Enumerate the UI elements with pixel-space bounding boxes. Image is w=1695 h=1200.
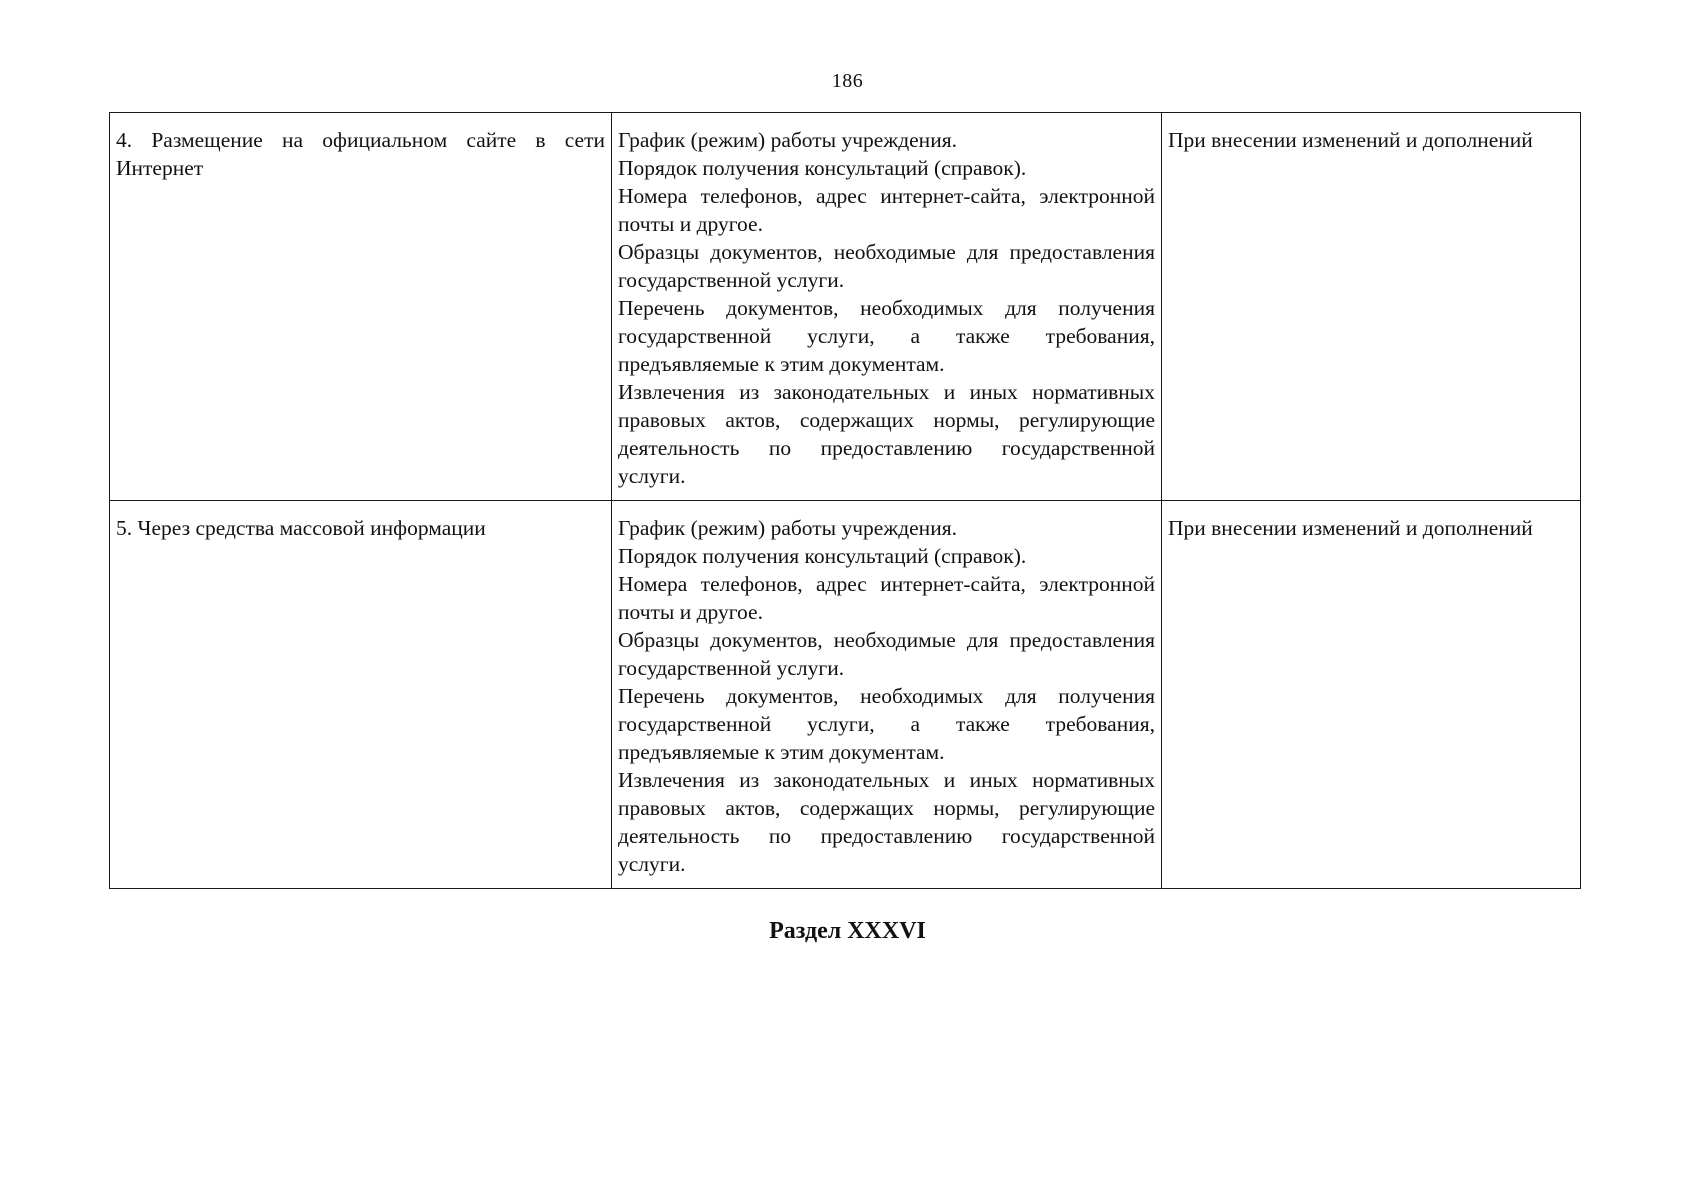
frequency-cell: При внесении изменений и дополнений [1162, 501, 1581, 889]
info-line: Извлечения из законодательных и иных нормативных правовых актов, содержащих нормы, регулирующие деятельность по предоставлению государственной услуги. [618, 768, 1155, 876]
table-row [110, 113, 1581, 501]
info-cell [612, 501, 1162, 889]
table-row [110, 501, 1581, 889]
info-cell [612, 113, 1162, 501]
info-line: Порядок получения консультаций (справок). [618, 544, 1027, 568]
info-line: Порядок получения консультаций (справок). [618, 156, 1027, 180]
frequency-cell: При внесении изменений и дополнений [1162, 113, 1581, 501]
info-line: Извлечения из законодательных и иных нормативных правовых актов, содержащих нормы, регулирующие деятельность по предоставлению государственной услуги. [618, 380, 1155, 488]
info-line: Номера телефонов, адрес интернет-сайта, электронной почты и другое. [618, 184, 1155, 236]
info-line: Образцы документов, необходимые для предоставления государственной услуги. [618, 628, 1155, 680]
info-line: Номера телефонов, адрес интернет-сайта, электронной почты и другое. [618, 572, 1155, 624]
info-line: Образцы документов, необходимые для предоставления государственной услуги. [618, 240, 1155, 292]
page-number: 186 [831, 70, 864, 92]
info-line: График (режим) работы учреждения. [618, 516, 957, 540]
method-cell: 4. Размещение на официальном сайте в сети Интернет [110, 113, 612, 501]
section-heading: Раздел XXXVI [769, 918, 926, 944]
info-line: График (режим) работы учреждения. [618, 128, 957, 152]
info-line: Перечень документов, необходимых для получения государственной услуги, а также требования, предъявляемые к этим документам. [618, 684, 1155, 764]
method-cell: 5. Через средства массовой информации [110, 501, 612, 889]
info-table [109, 112, 1581, 889]
info-line: Перечень документов, необходимых для получения государственной услуги, а также требования, предъявляемые к этим документам. [618, 296, 1155, 376]
